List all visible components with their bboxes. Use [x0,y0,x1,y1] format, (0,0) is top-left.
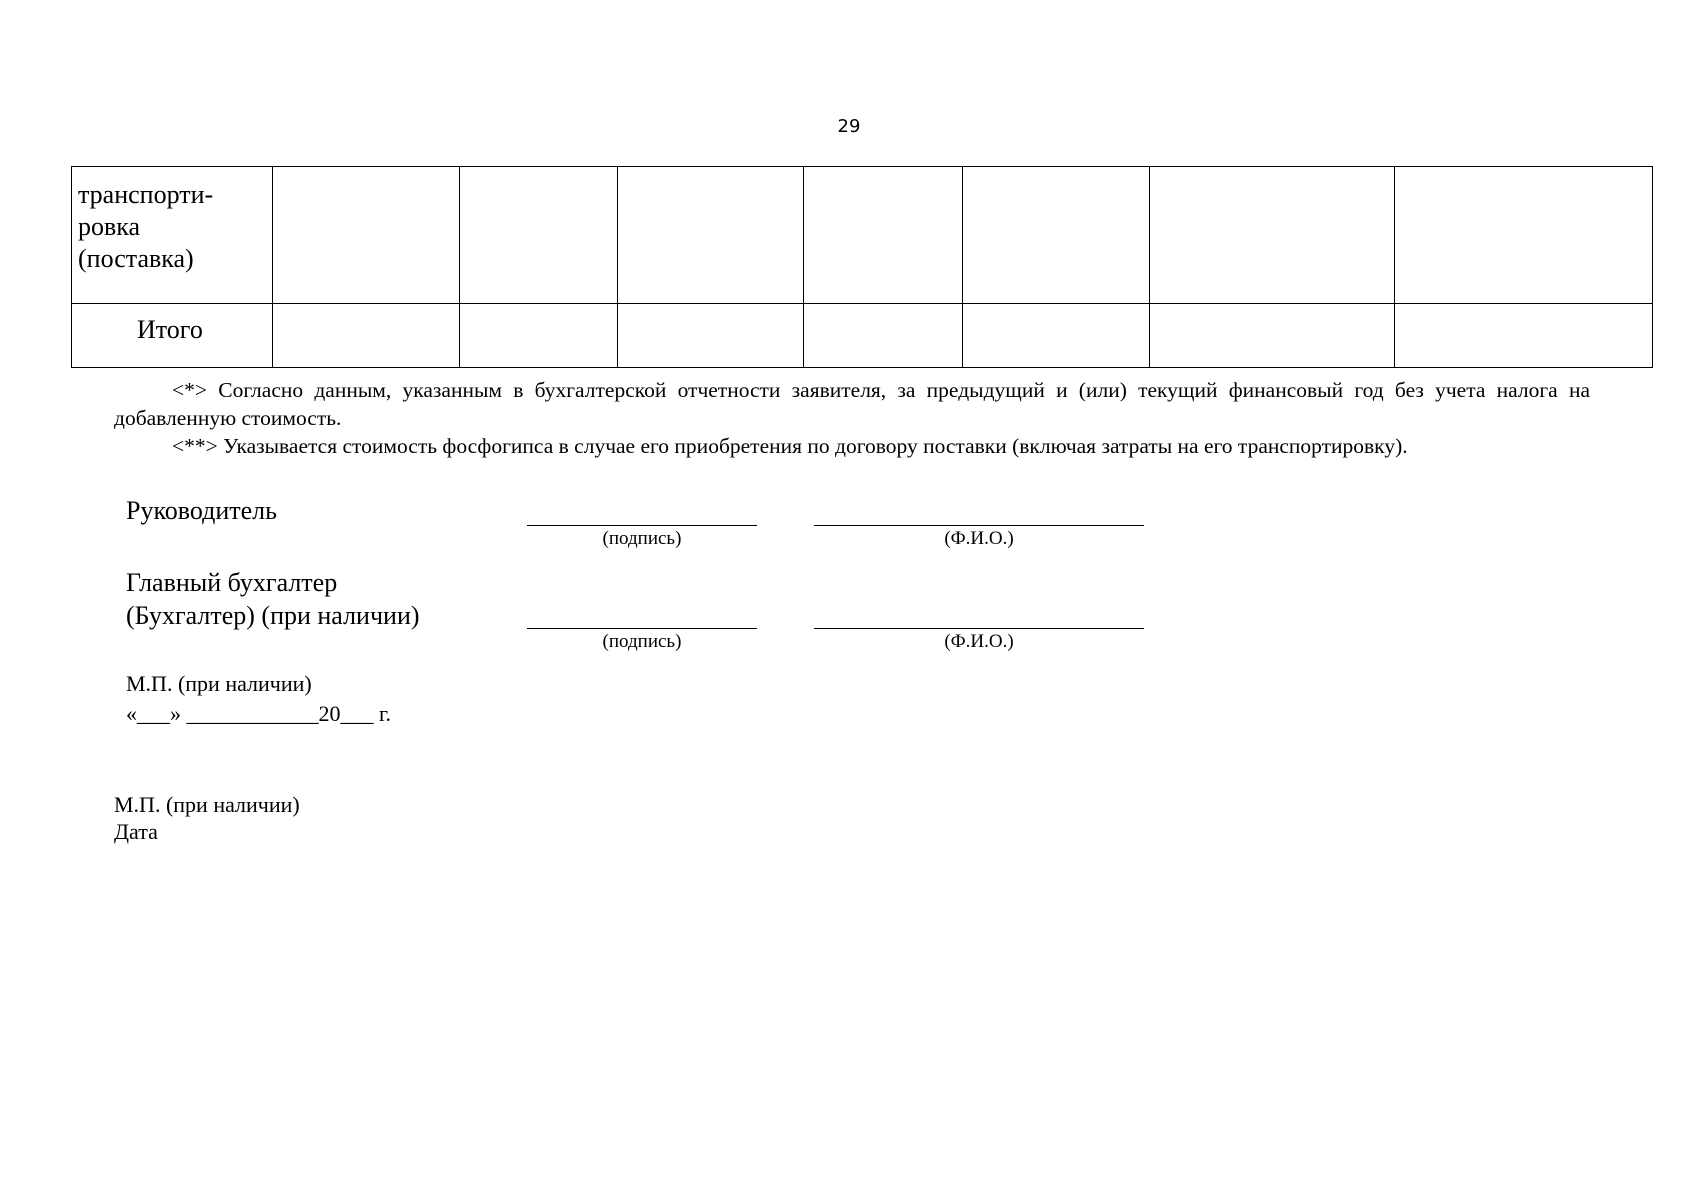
head-signature-caption: (подпись) [602,528,682,549]
date-line: «___» ____________20___ г. [126,701,392,726]
table-cell [804,304,963,368]
table-cell [1150,167,1395,304]
date-label: Дата [114,819,158,844]
table-cell [460,167,618,304]
table-cell [963,304,1150,368]
page-number: 29 [837,116,861,137]
accountant-label-1: Главный бухгалтер [126,568,338,597]
table-cell [618,304,804,368]
table-cell [460,304,618,368]
table-row-total [72,304,1653,368]
head-label: Руководитель [126,496,277,525]
accountant-label-2: (Бухгалтер) (при наличии) [126,601,420,630]
table-cell [273,304,460,368]
row-label-transport [72,167,273,304]
table-cell [804,167,963,304]
accountant-signature-line [527,628,757,629]
table-cell [273,167,460,304]
head-name-line [814,525,1144,526]
accountant-name-caption: (Ф.И.О.) [944,631,1014,652]
table-cell [1395,167,1653,304]
table-cell [1395,304,1653,368]
table-row-transport [72,167,1653,304]
footnote-1: <*> Согласно данным, указанным в бухгалтерской отчетности заявителя, за предыдущий и (или) текущий финансовый год без учета налога на добавленную стоимость. [114,378,1590,430]
row-label-text: транспорти- ровка (поставка) [78,180,214,273]
head-name-caption: (Ф.И.О.) [944,528,1014,549]
accountant-name-line [814,628,1144,629]
row-label-total: Итого [72,304,273,368]
table-cell [618,167,804,304]
table-cell [1150,304,1395,368]
accountant-signature-caption: (подпись) [602,631,682,652]
cost-table [71,166,1653,368]
head-signature-line [527,525,757,526]
footnote-2: <**> Указывается стоимость фосфогипса в случае его приобретения по договору поставки (включая затраты на его транспортировку). [172,434,1408,458]
footnotes [114,376,1590,460]
table-cell [963,167,1150,304]
stamp-label-2: М.П. (при наличии) [114,792,300,817]
stamp-label: М.П. (при наличии) [126,671,312,696]
